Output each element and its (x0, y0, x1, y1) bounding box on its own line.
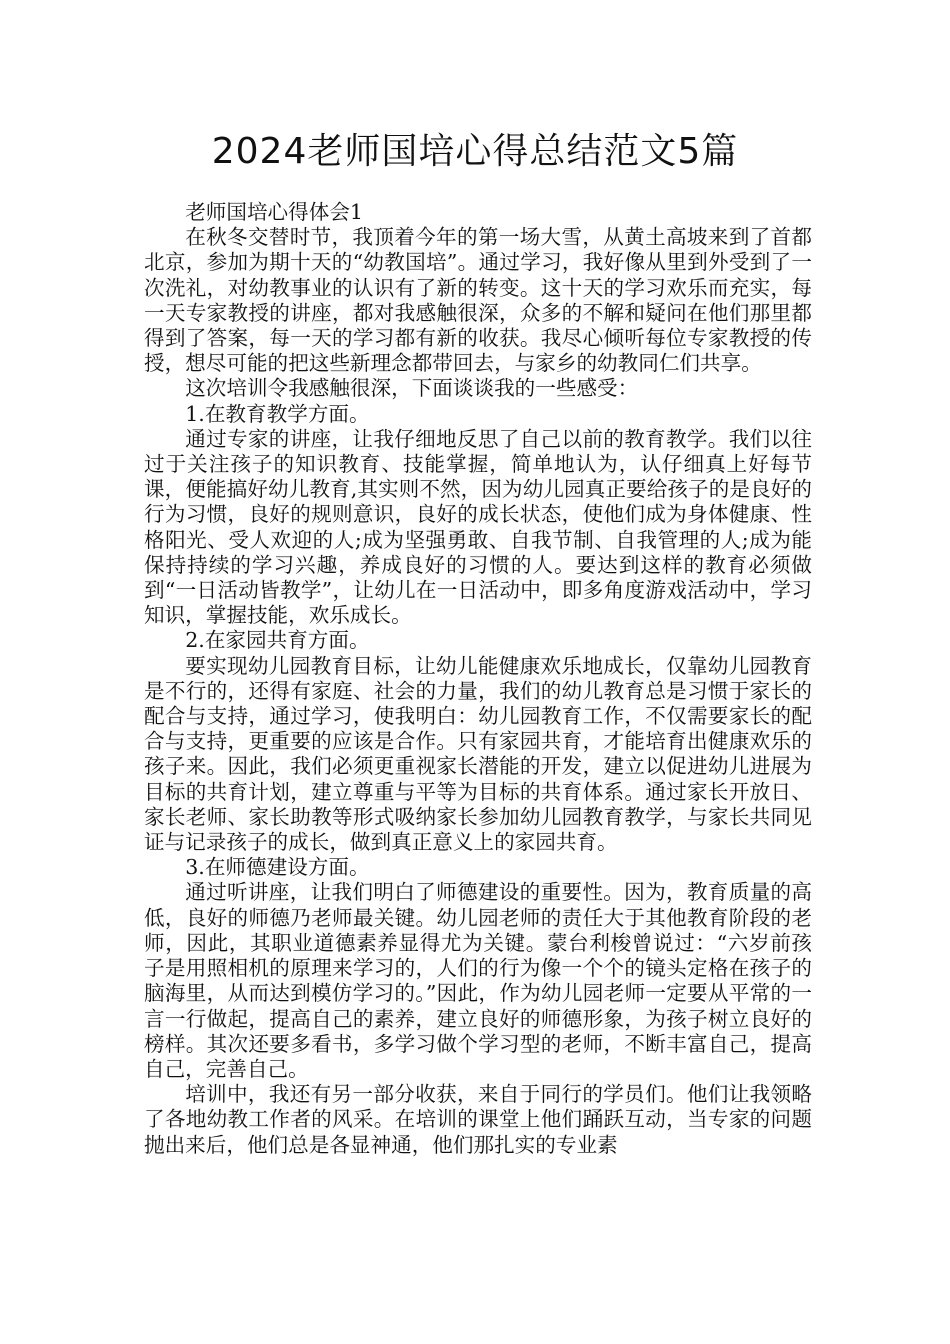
paragraph: 这次培训令我感触很深，下面谈谈我的一些感受： (185, 376, 639, 401)
subheading: 3.在师德建设方面。 (185, 855, 370, 880)
subheading: 1.在教育教学方面。 (185, 401, 370, 426)
paragraph: 要实现幼儿园教育目标，让幼儿能健康欢乐地成长，仅靠幼儿园教育是不行的，还得有家庭、社会的力量，我们的幼儿教育总是习惯于家长的配合与支持，通过学习，使我明白：幼儿园教育工作，不仅需要家长的配合与支持，更重要的应该是合作。只有家园共育，才能培育出健康欢乐的孩子来。因此，我们必须更重视家长潜能的开发，建立以促进幼儿进展为目标的共育计划，建立尊重与平等为目标的共育体系。通过家长开放日、家长老师、家长助教等形式吸纳家长参加幼儿园教育教学，与家长共同见证与记录孩子的成长，做到真正意义上的家园共育。 (144, 653, 812, 855)
section-heading: 老师国培心得体会1 (185, 200, 364, 224)
paragraph: 通过专家的讲座，让我仔细地反思了自己以前的教育教学。我们以往过于关注孩子的知识教育、技能掌握，简单地认为，认仔细真上好每节课，便能搞好幼儿教育,其实则不然，因为幼儿园真正要给孩子的是良好的行为习惯，良好的规则意识，良好的成长状态，使他们成为身体健康、性格阳光、受人欢迎的人;成为坚强勇敢、自我节制、自我管理的人;成为能保持持续的学习兴趣，养成良好的习惯的人。要达到这样的教育必须做到“一日活动皆教学”，让幼儿在一日活动中，即多角度游戏活动中，学习知识，掌握技能，欢乐成长。 (144, 426, 812, 628)
paragraph: 在秋冬交替时节，我顶着今年的第一场大雪，从黄土高坡来到了首都北京，参加为期十天的“幼教国培”。通过学习，我好像从里到外受到了一次洗礼，对幼教事业的认识有了新的转变。这十天的学习欢乐而充实，每一天专家教授的讲座，都对我感触很深，众多的不解和疑问在他们那里都得到了答案，每一天的学习都有新的收获。我尽心倾听每位专家教授的传授，想尽可能的把这些新理念都带回去，与家乡的幼教同仁们共享。 (144, 225, 812, 376)
paragraph: 培训中，我还有另一部分收获，来自于同行的学员们。他们让我领略了各地幼教工作者的风采。在培训的课堂上他们踊跃互动，当专家的问题抛出来后，他们总是各显神通，他们那扎实的专业素 (144, 1082, 812, 1157)
subheading: 2.在家园共育方面。 (185, 628, 370, 653)
document-body (144, 200, 812, 1158)
document-title: 2024老师国培心得总结范文5篇 (211, 131, 739, 172)
paragraph: 通过听讲座，让我们明白了师德建设的重要性。因为，教育质量的高低，良好的师德乃老师最关键。幼儿园老师的责任大于其他教育阶段的老师，因此，其职业道德素养显得尤为关键。蒙台利梭曾说过：“六岁前孩子是用照相机的原理来学习的，人们的行为像一个个的镜头定格在孩子的脑海里，从而达到模仿学习的。”因此，作为幼儿园老师一定要从平常的一言一行做起，提高自己的素养，建立良好的师德形象，为孩子树立良好的榜样。其次还要多看书，多学习做个学习型的老师，不断丰富自己，提高自己，完善自己。 (144, 880, 812, 1081)
